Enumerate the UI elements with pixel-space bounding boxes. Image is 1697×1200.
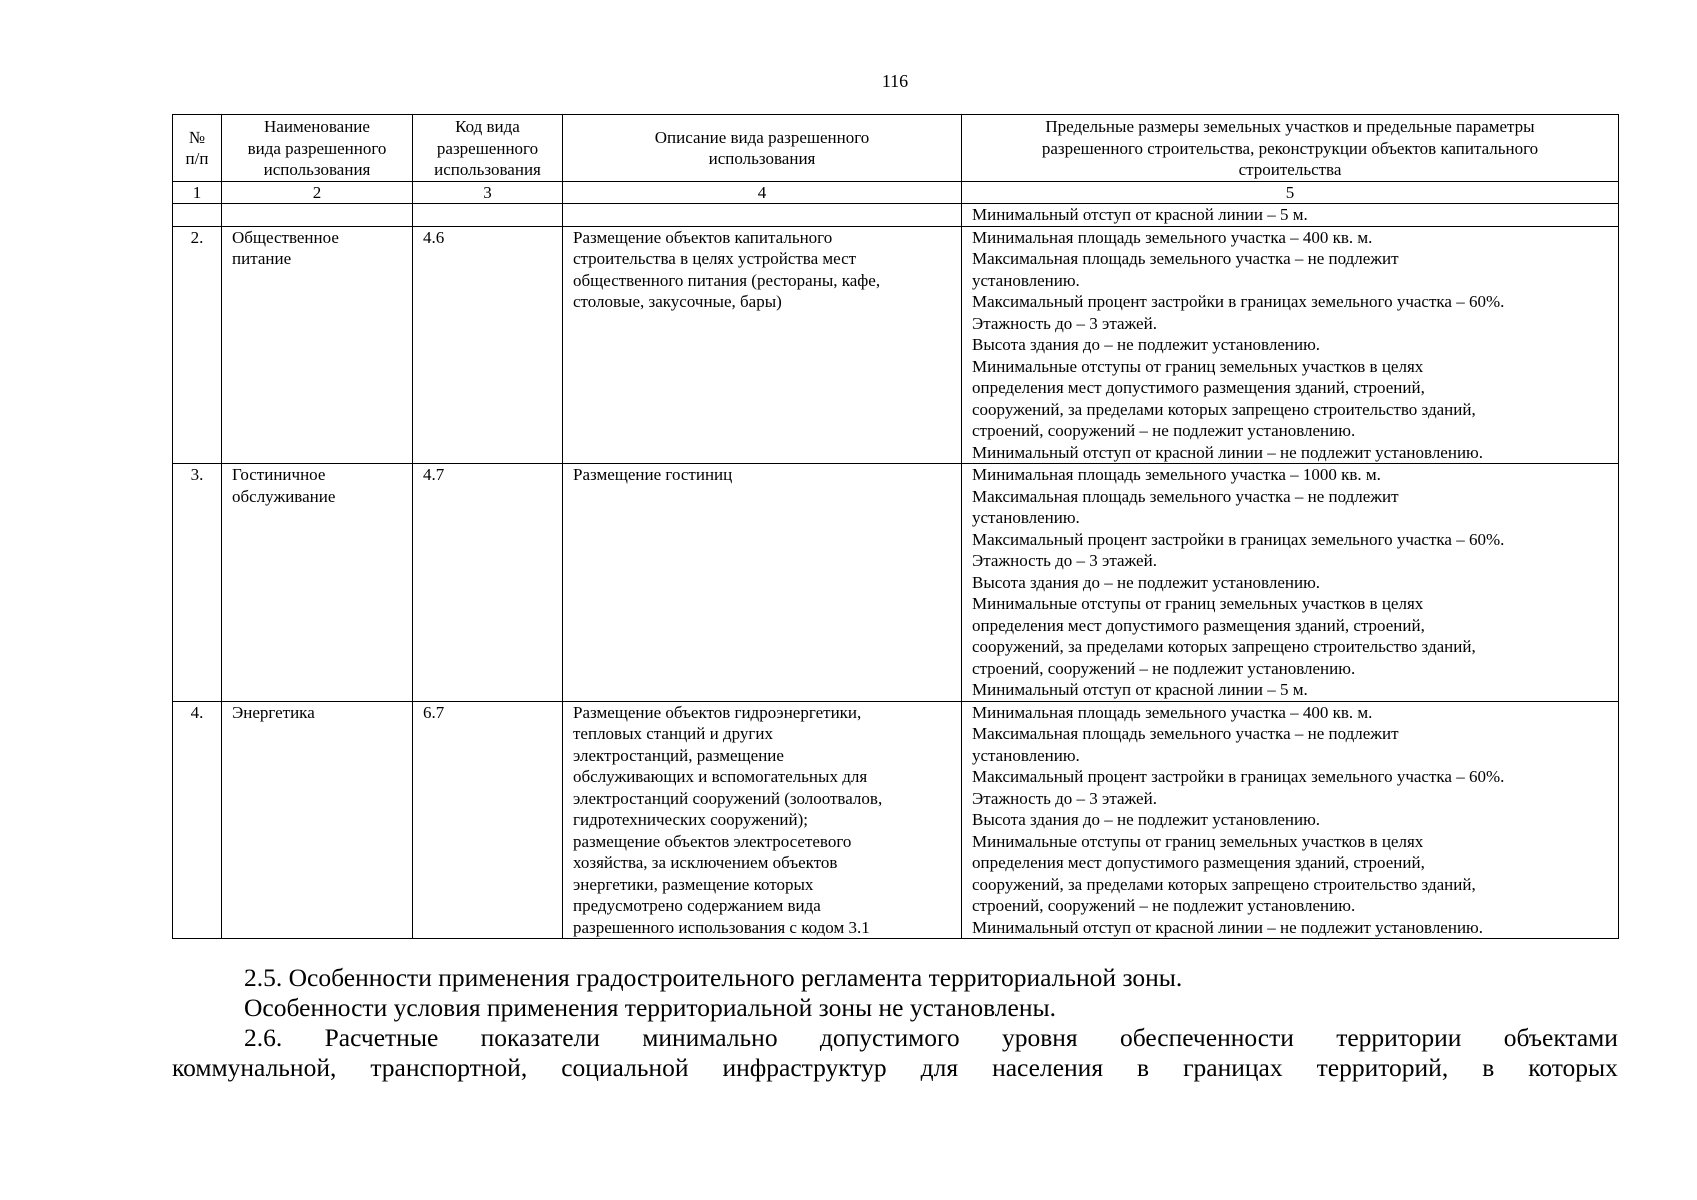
word: уровня bbox=[1001, 1023, 1078, 1052]
text-line: Размещение объектов гидроэнергетики, bbox=[573, 702, 862, 722]
word: социальной bbox=[561, 1053, 689, 1082]
text-line: Минимальный отступ от красной линии – 5 м. bbox=[972, 205, 1308, 224]
text-line: Минимальные отступы от границ земельных участков в целях bbox=[972, 356, 1424, 376]
text-line: Гостиничное bbox=[232, 465, 326, 484]
header-use-code bbox=[413, 115, 563, 182]
word: инфраструктур bbox=[722, 1053, 887, 1082]
text-line: разрешенного строительства, реконструкции объектов капитального bbox=[1041, 138, 1539, 158]
word: коммунальной, bbox=[172, 1053, 337, 1082]
text-line: Минимальная площадь земельного участка – 1000 кв. м. bbox=[972, 465, 1381, 484]
text-line: Максимальный процент застройки в границах земельного участка – 60%. bbox=[972, 292, 1505, 311]
continuation-row bbox=[173, 204, 1619, 227]
text-line: Этажность до – 3 этажей. bbox=[972, 788, 1157, 808]
text-line: использования bbox=[708, 149, 816, 169]
use-description bbox=[563, 464, 962, 702]
word: территорий, bbox=[1316, 1053, 1449, 1082]
word: которых bbox=[1528, 1053, 1618, 1082]
word: обеспеченности bbox=[1119, 1023, 1294, 1052]
word: минимально bbox=[642, 1023, 778, 1052]
text-line: электростанций сооружений (золоотвалов, bbox=[573, 788, 883, 808]
text-line: определения мест допустимого размещения зданий, строений, bbox=[972, 378, 1425, 397]
text-line: Максимальная площадь земельного участка – не подлежит bbox=[972, 724, 1399, 743]
text-line: установлению. bbox=[972, 745, 1080, 765]
text-line: строительства bbox=[1238, 160, 1342, 179]
text-line: определения мест допустимого размещения зданий, строений, bbox=[972, 615, 1425, 635]
column-number: 2 bbox=[222, 181, 413, 204]
text-line: использования bbox=[434, 160, 541, 179]
row-number: 4. bbox=[173, 701, 222, 939]
text-line: Этажность до – 3 этажей. bbox=[972, 551, 1157, 570]
text-line: Минимальная площадь земельного участка – 400 кв. м. bbox=[972, 227, 1373, 247]
text-line: Описание вида разрешенного bbox=[654, 127, 870, 147]
column-number: 5 bbox=[962, 181, 1619, 204]
word: Расчетные bbox=[324, 1023, 439, 1052]
table-row bbox=[173, 701, 1619, 939]
text-line: энергетики, размещение которых bbox=[573, 874, 814, 894]
table-header-row bbox=[173, 115, 1619, 182]
text-line: столовые, закусочные, бары) bbox=[573, 292, 782, 311]
text-line: Общественное bbox=[232, 227, 339, 247]
text-line: Максимальная площадь земельного участка – не подлежит bbox=[972, 486, 1399, 506]
word: объектами bbox=[1503, 1023, 1618, 1052]
use-description bbox=[563, 701, 962, 939]
use-code: 6.7 bbox=[413, 701, 563, 939]
text-line: общественного питания (рестораны, кафе, bbox=[573, 270, 881, 290]
text-line: определения мест допустимого размещения зданий, строений, bbox=[972, 853, 1425, 872]
table-row bbox=[173, 226, 1619, 464]
text-line: Минимальные отступы от границ земельных участков в целях bbox=[972, 594, 1424, 613]
header-limits bbox=[962, 115, 1619, 182]
text-line: строений, сооружений – не подлежит установлению. bbox=[972, 896, 1356, 915]
text-line: Высота здания до – не подлежит установлению. bbox=[972, 810, 1321, 829]
text-line: Размещение объектов капитального bbox=[573, 227, 833, 247]
text-line: обслуживающих и вспомогательных для bbox=[573, 767, 868, 786]
text-line: установлению. bbox=[972, 270, 1080, 290]
text-line: сооружений, за пределами которых запрещено строительство зданий, bbox=[972, 874, 1476, 894]
text-line: гидротехнических сооружений); bbox=[573, 810, 808, 829]
use-name bbox=[222, 226, 413, 464]
text-line: сооружений, за пределами которых запрещено строительство зданий, bbox=[972, 399, 1476, 419]
text-line: тепловых станций и других bbox=[573, 724, 773, 743]
column-number: 3 bbox=[413, 181, 563, 204]
text-line: строений, сооружений – не подлежит установлению. bbox=[972, 421, 1356, 440]
word: 2.6. bbox=[244, 1023, 283, 1052]
text-line: строительства в целях устройства мест bbox=[573, 249, 857, 268]
paragraph-2-5: 2.5. Особенности применения градостроительного регламента территориальной зоны. bbox=[244, 963, 1183, 992]
text-line: Энергетика bbox=[232, 702, 315, 722]
text-line: п/п bbox=[185, 149, 209, 169]
text-line: вида разрешенного bbox=[247, 138, 387, 158]
row-number: 3. bbox=[173, 464, 222, 702]
regulations-table bbox=[172, 114, 1619, 939]
text-line: Максимальный процент застройки в границах земельного участка – 60%. bbox=[972, 767, 1505, 786]
word: транспортной, bbox=[370, 1053, 528, 1082]
body-text bbox=[172, 963, 1618, 1083]
column-number: 1 bbox=[173, 181, 222, 204]
text-line: использования bbox=[263, 160, 371, 179]
paragraph-2-6-line-2 bbox=[172, 1053, 1618, 1083]
word: в bbox=[1137, 1053, 1150, 1082]
word: для bbox=[920, 1053, 959, 1082]
text-line: установлению. bbox=[972, 508, 1080, 527]
text-line: Минимальный отступ от красной линии – не подлежит установлению. bbox=[972, 917, 1483, 937]
text-line: Минимальные отступы от границ земельных участков в целях bbox=[972, 831, 1424, 851]
text-line: хозяйства, за исключением объектов bbox=[573, 853, 838, 872]
paragraph-zone-conditions: Особенности условия применения территориальной зоны не установлены. bbox=[244, 993, 1056, 1022]
text-line: разрешенного bbox=[436, 138, 539, 158]
use-name bbox=[222, 464, 413, 702]
use-description bbox=[563, 226, 962, 464]
text-line: разрешенного использования с кодом 3.1 bbox=[573, 917, 870, 937]
column-number: 4 bbox=[563, 181, 962, 204]
word: показатели bbox=[480, 1023, 600, 1052]
row-number: 2. bbox=[173, 226, 222, 464]
word: территории bbox=[1336, 1023, 1462, 1052]
text-line: строений, сооружений – не подлежит установлению. bbox=[972, 658, 1356, 678]
header-use-description bbox=[563, 115, 962, 182]
word: допустимого bbox=[819, 1023, 960, 1052]
use-params bbox=[962, 464, 1619, 702]
text-line: сооружений, за пределами которых запрещено строительство зданий, bbox=[972, 637, 1476, 656]
text-line: Минимальный отступ от красной линии – 5 м. bbox=[972, 680, 1308, 699]
text-line: Максимальная площадь земельного участка – не подлежит bbox=[972, 249, 1399, 268]
continuation-params bbox=[962, 204, 1619, 227]
text-line: Высота здания до – не подлежит установлению. bbox=[972, 572, 1321, 592]
word: в bbox=[1482, 1053, 1495, 1082]
text-line: предусмотрено содержанием вида bbox=[573, 896, 821, 915]
text-line: обслуживание bbox=[232, 486, 336, 506]
text-line: питание bbox=[232, 249, 292, 268]
header-number bbox=[173, 115, 222, 182]
column-numbers-row bbox=[173, 181, 1619, 204]
text-line: № bbox=[188, 127, 206, 147]
text-line: Код вида bbox=[455, 117, 520, 136]
use-code: 4.7 bbox=[413, 464, 563, 702]
text-line: Минимальный отступ от красной линии – не подлежит установлению. bbox=[972, 442, 1483, 462]
text-line: Размещение гостиниц bbox=[573, 465, 733, 484]
text-line: Максимальный процент застройки в границах земельного участка – 60%. bbox=[972, 529, 1505, 549]
text-line: Минимальная площадь земельного участка – 400 кв. м. bbox=[972, 702, 1373, 722]
table-row bbox=[173, 464, 1619, 702]
text-line: электростанций, размещение bbox=[573, 745, 784, 765]
use-params bbox=[962, 701, 1619, 939]
text-line: Предельные размеры земельных участков и предельные параметры bbox=[1045, 117, 1535, 136]
word: населения bbox=[992, 1053, 1104, 1082]
header-use-name bbox=[222, 115, 413, 182]
text-line: Этажность до – 3 этажей. bbox=[972, 313, 1157, 333]
use-params bbox=[962, 226, 1619, 464]
page-number: 116 bbox=[881, 71, 909, 91]
paragraph-2-6-line-1 bbox=[172, 1023, 1618, 1053]
use-code: 4.6 bbox=[413, 226, 563, 464]
use-name bbox=[222, 701, 413, 939]
text-line: Наименование bbox=[264, 117, 370, 136]
word: границах bbox=[1183, 1053, 1283, 1082]
text-line: размещение объектов электросетевого bbox=[573, 831, 852, 851]
text-line: Высота здания до – не подлежит установлению. bbox=[972, 335, 1321, 354]
